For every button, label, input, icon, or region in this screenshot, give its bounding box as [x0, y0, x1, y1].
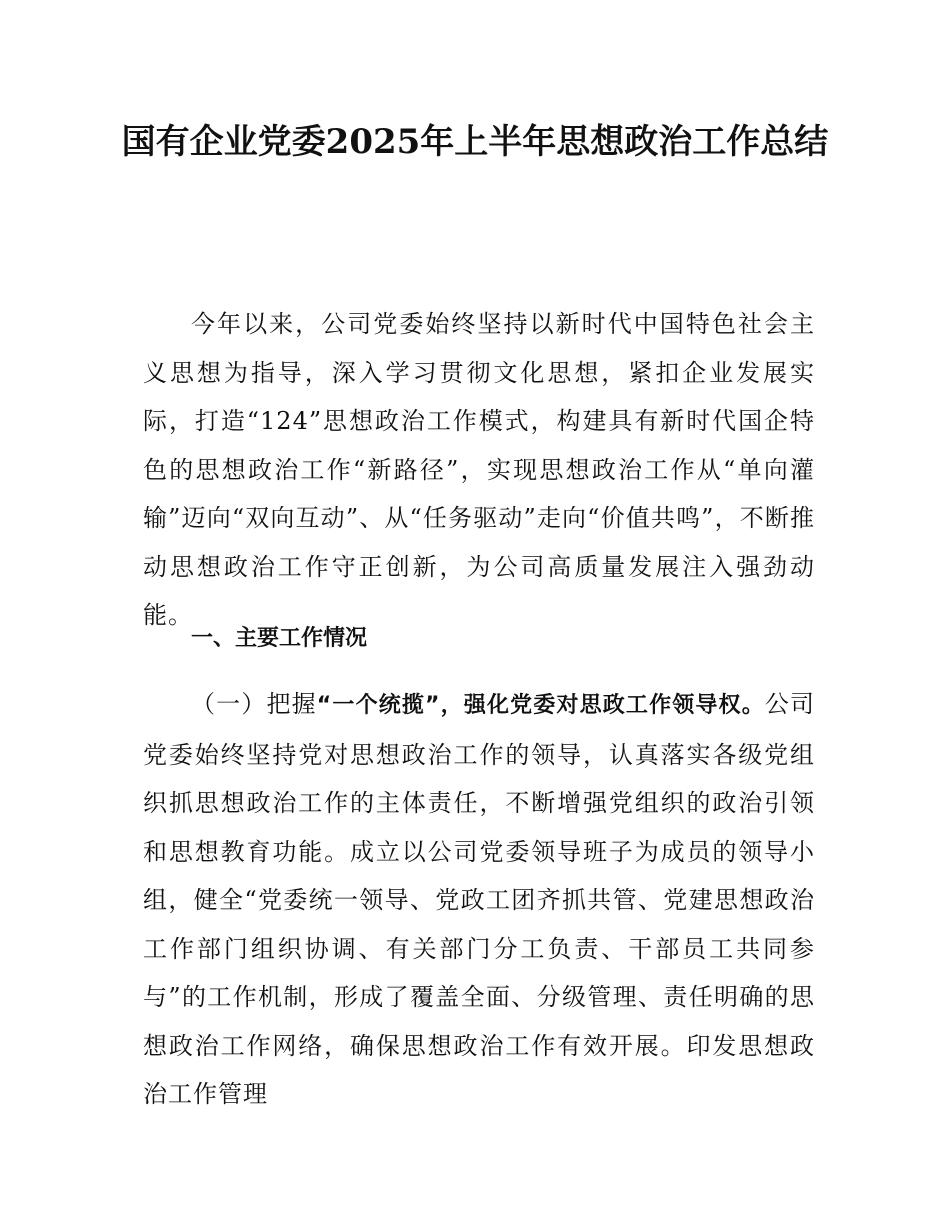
subsection-body: 公司党委始终坚持党对思想政治工作的领导，认真落实各级党组织抓思想政治工作的主体责任，不断增强党组织的政治引领和思想教育功能。成立以公司党委领导班子为成员的领导小组，健全“党委统一领导、党政工团齐抓共管、党建思想政治工作部门组织协调、有关部门分工负责、干部员工共同参与”的工作机制，形成了覆盖全面、分级管理、责任明确的思想政治工作网络，确保思想政治工作有效开展。印发思想政治工作管理	[143, 690, 816, 1108]
document-title: 国有企业党委2025年上半年思想政治工作总结	[121, 122, 829, 162]
subsection-heading: “一个统揽”，强化党委对思政工作领导权。	[316, 693, 765, 718]
subsection-number: （一）把握	[191, 690, 317, 718]
subsection-paragraph	[143, 680, 815, 1119]
section-heading: 一、主要工作情况	[191, 626, 368, 651]
intro-paragraph: 今年以来，公司党委始终坚持以新时代中国特色社会主义思想为指导，深入学习贯彻文化思想，紧扣企业发展实际，打造“124”思想政治工作模式，构建具有新时代国企特色的思想政治工作“新路径”，实现思想政治工作从“单向灌输”迈向“双向互动”、从“任务驱动”走向“价值共鸣”，不断推动思想政治工作守正创新，为公司高质量发展注入强劲动能。	[143, 310, 815, 629]
